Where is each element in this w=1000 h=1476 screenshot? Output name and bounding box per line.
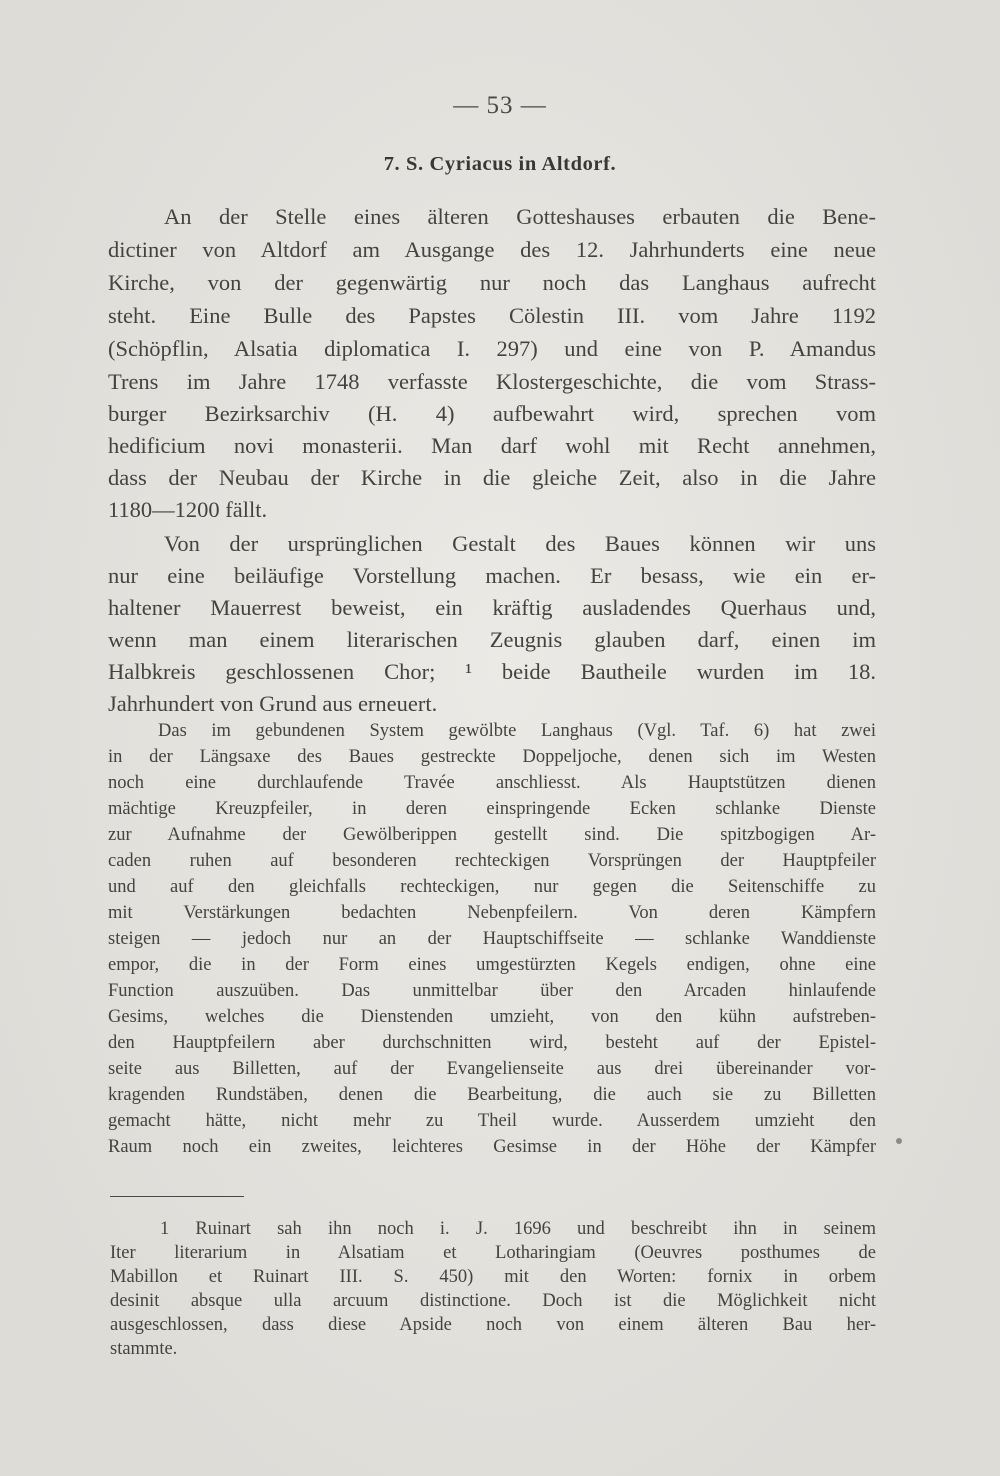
text-line: empor, die in der Form eines umgestürzten Kegels endigen, ohne eine bbox=[108, 955, 876, 975]
text-line: Gesims, welches die Dienstenden umzieht, von den kühn aufstreben- bbox=[108, 1007, 876, 1027]
text-line: caden ruhen auf besonderen rechteckigen Vorsprüngen der Hauptpfeiler bbox=[108, 851, 876, 871]
text-line: in der Längsaxe des Baues gestreckte Doppeljoche, denen sich im Westen bbox=[108, 747, 876, 767]
text-line: Function auszuüben. Das unmittelbar über den Arcaden hinlaufende bbox=[108, 981, 876, 1001]
text-line: Trens im Jahre 1748 verfasste Klostergeschichte, die vom Strass- bbox=[108, 369, 876, 394]
text-line: wenn man einem literarischen Zeugnis glauben darf, einen im bbox=[108, 627, 876, 652]
text-line: haltener Mauerrest beweist, ein kräftig ausladendes Querhaus und, bbox=[108, 595, 876, 620]
text-line: steigen — jedoch nur an der Hauptschiffseite — schlanke Wanddienste bbox=[108, 929, 876, 949]
text-line: zur Aufnahme der Gewölberippen gestellt sind. Die spitzbogigen Ar- bbox=[108, 825, 876, 845]
text-line: Von der ursprünglichen Gestalt des Baues können wir uns bbox=[164, 531, 876, 556]
text-line: An der Stelle eines älteren Gotteshauses erbauten die Bene- bbox=[164, 204, 876, 229]
text-line: 1180—1200 fällt. bbox=[108, 497, 268, 522]
text-line: dass der Neubau der Kirche in die gleiche Zeit, also in die Jahre bbox=[108, 465, 876, 490]
text-line: noch eine durchlaufende Travée anschliesst. Als Hauptstützen dienen bbox=[108, 773, 876, 793]
text-line: nur eine beiläufige Vorstellung machen. Er besass, wie ein er- bbox=[108, 563, 876, 588]
text-line: Halbkreis geschlossenen Chor; ¹ beide Bautheile wurden im 18. bbox=[108, 659, 876, 684]
ink-speck bbox=[896, 1138, 902, 1144]
footnote-line: stammte. bbox=[110, 1339, 178, 1359]
text-line: Jahrhundert von Grund aus erneuert. bbox=[108, 691, 438, 716]
footnote-line: 1 Ruinart sah ihn noch i. J. 1696 und beschreibt ihn in seinem bbox=[160, 1219, 876, 1239]
text-line: burger Bezirksarchiv (H. 4) aufbewahrt wird, sprechen vom bbox=[108, 401, 876, 426]
text-line: steht. Eine Bulle des Papstes Cölestin III. vom Jahre 1192 bbox=[108, 303, 876, 328]
text-line: dictiner von Altdorf am Ausgange des 12. Jahrhunderts eine neue bbox=[108, 237, 876, 262]
footnote-line: ausgeschlossen, dass diese Apside noch von einem älteren Bau her- bbox=[110, 1315, 876, 1335]
text-line: Kirche, von der gegenwärtig nur noch das Langhaus aufrecht bbox=[108, 270, 876, 295]
text-line: Das im gebundenen System gewölbte Langhaus (Vgl. Taf. 6) hat zwei bbox=[158, 721, 876, 741]
text-line: hedificium novi monasterii. Man darf wohl mit Recht annehmen, bbox=[108, 433, 876, 458]
footnote-rule bbox=[110, 1196, 244, 1197]
text-line: (Schöpflin, Alsatia diplomatica I. 297) und eine von P. Amandus bbox=[108, 336, 876, 361]
text-line: gemacht hätte, nicht mehr zu Theil wurde. Ausserdem umzieht den bbox=[108, 1111, 876, 1131]
text-line: den Hauptpfeilern aber durchschnitten wird, besteht auf der Epistel- bbox=[108, 1033, 876, 1053]
text-line: kragenden Rundstäben, denen die Bearbeitung, die auch sie zu Billetten bbox=[108, 1085, 876, 1105]
footnote-line: Iter literarium in Alsatiam et Lotharingiam (Oeuvres posthumes de bbox=[110, 1243, 876, 1263]
section-heading: 7. S. Cyriacus in Altdorf. bbox=[383, 153, 617, 175]
page-number: — 53 — bbox=[453, 92, 547, 119]
text-line: Raum noch ein zweites, leichteres Gesimse in der Höhe der Kämpfer bbox=[108, 1137, 876, 1157]
footnote-line: desinit absque ulla arcuum distinctione. Doch ist die Möglichkeit nicht bbox=[110, 1291, 876, 1311]
text-line: seite aus Billetten, auf der Evangelienseite aus drei übereinander vor- bbox=[108, 1059, 876, 1079]
text-line: mit Verstärkungen bedachten Nebenpfeilern. Von deren Kämpfern bbox=[108, 903, 876, 923]
footnote-line: Mabillon et Ruinart III. S. 450) mit den Worten: fornix in orbem bbox=[110, 1267, 876, 1287]
text-line: mächtige Kreuzpfeiler, in deren einspringende Ecken schlanke Dienste bbox=[108, 799, 876, 819]
text-line: und auf den gleichfalls rechteckigen, nur gegen die Seitenschiffe zu bbox=[108, 877, 876, 897]
